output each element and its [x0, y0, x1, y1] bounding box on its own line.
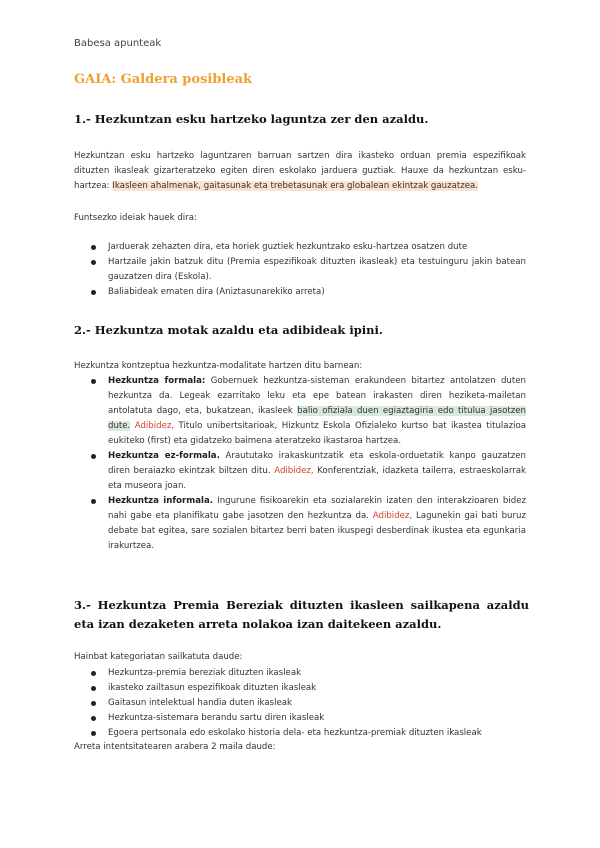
q2-type-list: [89, 374, 526, 554]
q3-intro: Hainbat kategoriatan sailkatuta daude:: [74, 652, 243, 662]
q3-closing: Arreta intentsitatearen arabera 2 maila daude:: [74, 742, 276, 752]
bullet-icon: [91, 379, 96, 384]
list-item: Hezkuntza-sistemara berandu sartu diren ikasleak: [89, 711, 526, 726]
bullet-icon: [91, 499, 96, 504]
q3-heading: 3.- Hezkuntza Premia Bereziak dituzten ikasleen sailkapena azaldu eta izan dezaketen arreta nolakoa izan daitekeen azaldu.: [74, 598, 529, 631]
list-item: Jarduerak zehazten dira, eta horiek guztiek hezkuntzako esku-hartzea osatzen dute: [89, 240, 526, 255]
list-item-non-formal: Hezkuntza ez-formala. Araututako irakaskuntzatik eta eskola-orduetatik kanpo gauzatzen diren beraiazko ekintzak biltzen ditu. Adibidez, Konferentziak, idazketa tailerra, estraeskolarrak eta museora joan.: [89, 449, 526, 494]
page-header: Babesa apunteak: [74, 38, 162, 49]
q1-bullet-list: [89, 240, 526, 300]
list-item: Egoera pertsonala edo eskolako historia dela- eta hezkuntza-premiak dituzten ikasleak: [89, 726, 526, 741]
q1-intro-text: Hezkuntzan esku hartzeko laguntzaren barruan sartzen dira ikasteko orduan premia espezifikoak dituzten ikasleak gizarteratzeko egiten diren eskolako jarduera guztiak. Hauxe da hezkuntzan esku-hartzea:: [74, 151, 526, 191]
bullet-icon: [91, 454, 96, 459]
document-title: GAIA: Galdera posibleak: [74, 72, 253, 87]
list-item: ikasteko zailtasun espezifikoak dituzten ikasleak: [89, 681, 526, 696]
q1-intro-paragraph: [74, 149, 526, 194]
bullet-icon: [91, 260, 96, 265]
bullet-icon: [91, 701, 96, 706]
list-item: Hezkuntza-premia bereziak dituzten ikasleak: [89, 666, 526, 681]
q3-category-list: [89, 666, 526, 741]
q1-heading: 1.- Hezkuntzan esku hartzeko laguntza zer den azaldu.: [74, 112, 429, 126]
list-item: Hartzaile jakin batzuk ditu (Premia espezifikoak dituzten ikasleak) eta testuinguru jakin batean gauzatzen dira (Eskola).: [89, 255, 526, 285]
bullet-icon: [91, 686, 96, 691]
list-item: Gaitasun intelektual handia duten ikasleak: [89, 696, 526, 711]
bullet-icon: [91, 290, 96, 295]
list-item-informal: Hezkuntza informala. Ingurune fisikoarekin eta sozialarekin izaten den interakzioaren bidez nahi gabe eta planifikatu gabe jasotzen den hezkuntza da. Adibidez, Lagunekin gai bati buruz debate bat egitea, sare sozialen bitartez berri baten ikuspegi desberdinak ikustea eta egunkaria irakurtzea.: [89, 494, 526, 554]
bullet-icon: [91, 245, 96, 250]
q2-intro: Hezkuntza kontzeptua hezkuntza-modalitate hartzen ditu barnean:: [74, 361, 363, 371]
q1-key-ideas-label: Funtsezko ideiak hauek dira:: [74, 213, 197, 223]
list-item: Baliabideak ematen dira (Aniztasunarekiko arreta): [89, 285, 526, 300]
q1-intro-highlight: Ikasleen ahalmenak, gaitasunak eta trebetasunak era globalean ekintzak gauzatzea.: [112, 181, 479, 191]
bullet-icon: [91, 716, 96, 721]
list-item-formal: Hezkuntza formala: Gobernuek hezkuntza-sisteman erakundeen bitartez antolatzen duten hezkuntza da. Legeak ezarritako leku eta epe batean irakasten diren heziketa-mailetan antolatuta dago, eta, bukatzean, ikasleek balio ofiziala duen egiaztagiria edo titulua jasotzen dute. Adibidez, Titulo unibertsitarioak, Hizkuntz Eskola Ofizialeko kurtso bat ikastea titulazioa eukiteko (first) eta gidatzeko baimena ateratzeko ikastaroa hartzea.: [89, 374, 526, 449]
bullet-icon: [91, 671, 96, 676]
bullet-icon: [91, 731, 96, 736]
q2-heading: 2.- Hezkuntza motak azaldu eta adibideak ipini.: [74, 323, 383, 337]
